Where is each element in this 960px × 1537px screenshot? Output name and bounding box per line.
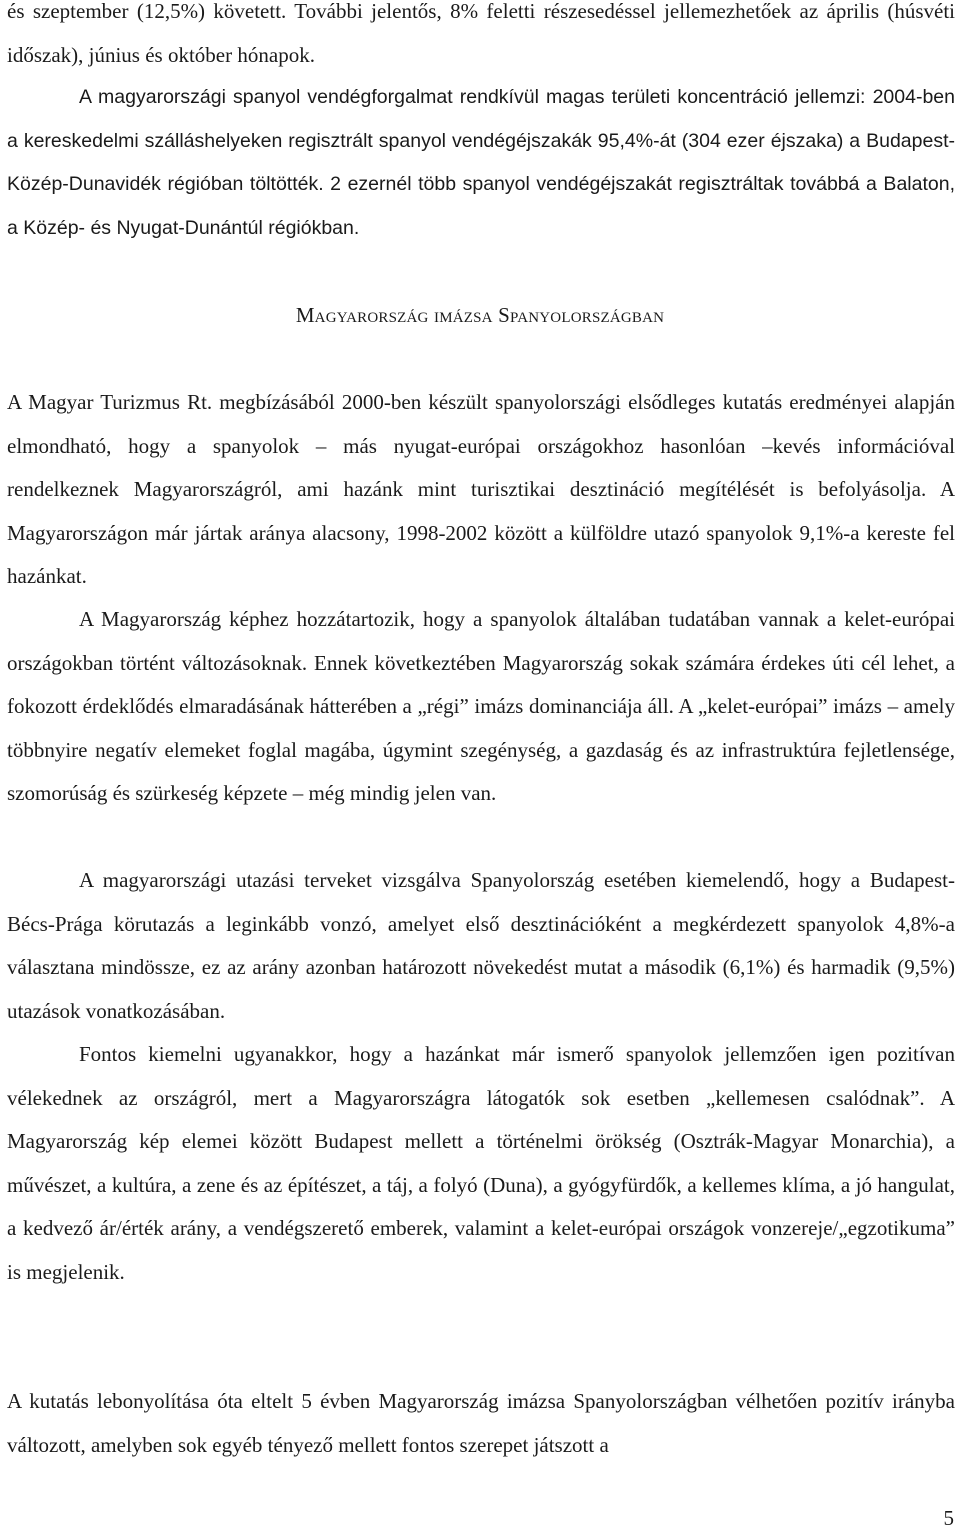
paragraph-research-findings: A Magyar Turizmus Rt. megbízásából 2000-ben készült spanyolországi elsődleges kutatás eredményei alapján elmondható, hogy a spanyolok – más nyugat-európai országokhoz hasonlóan –kevés információval rendelkeznek Magyarországról, ami hazánk mint turisztikai desztináció megítélését is befolyásolja. A Magyarországon már jártak aránya alacsony, 1998-2002 között a külföldre utazó spanyolok 9,1%-a kereste fel hazánkat.: [7, 390, 955, 589]
paragraph-regional-concentration: A magyarországi spanyol vendégforgalmat rendkívül magas területi koncentráció jellemzi: 2004-ben a kereskedelmi szálláshelyeken regisztrált spanyol vendégéjszakák 95,4%-át (304 ezer éjszaka) a Budapest-Közép-Dunavidék régióban töltötték. 2 ezernél több spanyol vendégéjszakát regisztráltak továbbá a Balaton, a Közép- és Nyugat-Dunántúl régiókban.: [7, 86, 955, 239]
page-number: 5: [943, 1506, 954, 1530]
section-heading: Magyarország imázsa Spanyolországban: [295, 303, 665, 327]
paragraph-image-perception: A Magyarország képhez hozzátartozik, hogy a spanyolok általában tudatában vannak a kelet-európai országokban történt változásoknak. Ennek következtében Magyarország sokak számára érdekes úti cél lehet, a fokozott érdeklődés elmaradásának hátterében a „régi” imázs dominanciája áll. A „kelet-európai” imázs – amely többnyire negatív elemeket foglal magába, úgymint szegénység, a gazdaság és az infrastruktúra fejletlensége, szomorúság és szürkeség képzete – még mindig jelen van.: [7, 607, 955, 806]
paragraph-image-change: A kutatás lebonyolítása óta eltelt 5 évben Magyarország imázsa Spanyolországban vélhetően pozitív irányba változott, amelyben sok egyéb tényező mellett fontos szerepet játszott a: [7, 1389, 955, 1457]
paragraph-positive-opinions: Fontos kiemelni ugyanakkor, hogy a hazánkat már ismerő spanyolok jellemzően igen pozitívan vélekednek az országról, mert a Magyarországra látogatók sok esetben „kellemesen csalódnak”. A Magyarország kép elemei között Budapest mellett a történelmi örökség (Osztrák-Magyar Monarchia), a művészet, a kultúra, a zene és az építészet, a táj, a folyó (Duna), a gyógyfürdők, a kellemes klíma, a jó hangulat, a kedvező ár/érték arány, a vendégszerető emberek, valamint a kelet-európai országok vonzereje/„egzotikuma” is megjelenik.: [7, 1042, 955, 1284]
paragraph-travel-plans: A magyarországi utazási terveket vizsgálva Spanyolország esetében kiemelendő, hogy a Budapest-Bécs-Prága körutazás a leginkább vonzó, amelyet első desztinációként a megkérdezett spanyolok 4,8%-a választana mindössze, ez az arány azonban határozott növekedést mutat a második (6,1%) és harmadik (9,5%) utazások vonatkozásában.: [7, 868, 955, 1023]
paragraph-seasonality: és szeptember (12,5%) követett. További jelentős, 8% feletti részesedéssel jellemezhetőek az április (húsvéti időszak), június és október hónapok.: [7, 0, 955, 67]
